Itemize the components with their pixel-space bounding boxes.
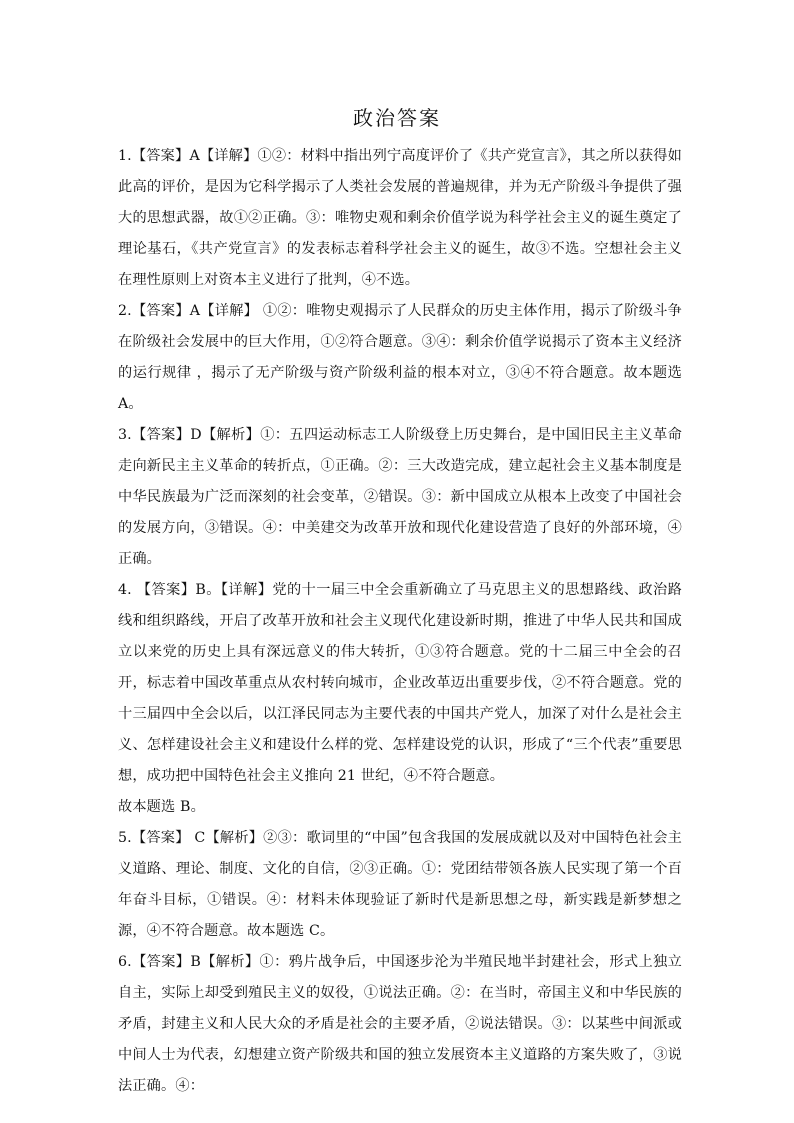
answer-paragraph-4-conclusion: 故本题选 B。 (118, 799, 205, 815)
answer-paragraph-6: 6.【答案】B【解析】①：鸦片战争后，中国逐步沦为半殖民地半封建社会，形式上独立自主，实际上却受到殖民主义的奴役，①说法正确。②：在当时，帝国主义和中华民族的矛盾，封建主义和人民大众的矛盾是社会的主要矛盾，②说法错误。③：以某些中间派或中间人士为代表，幻想建立资产阶级共和国的独立发展资本主义道路的方案失败了，③说法正确。④： (118, 954, 682, 1094)
page-title: 政治答案 (353, 106, 441, 130)
answer-paragraph-5: 5.【答案】 C【解析】②③：歌词里的“中国”包含我国的发展成就以及对中国特色社会主义道路、理论、制度、文化的自信，②③正确。①：党团结带领各族人民实现了第一个百年奋斗目标，①错误。④：材料未体现验证了新时代是新思想之母，新实践是新梦想之源，④不符合题意。故本题选 C。 (118, 830, 682, 939)
answer-paragraph-1: 1.【答案】A【详解】①②：材料中指出列宁高度评价了《共产党宣言》，其之所以获得如此高的评价，是因为它科学揭示了人类社会发展的普遍规律，并为无产阶级斗争提供了强大的思想武器，故①②正确。③：唯物史观和剩余价值学说为科学社会主义的诞生奠定了理论基石，《共产党宣言》的发表标志着科学社会主义的诞生，故③不选。空想社会主义在理性原则上对资本主义进行了批判，④不选。 (118, 148, 682, 288)
answer-paragraph-3: 3.【答案】D【解析】①：五四运动标志工人阶级登上历史舞台，是中国旧民主主义革命走向新民主主义革命的转折点，①正确。②：三大改造完成，建立起社会主义基本制度是中华民族最为广泛而深刻的社会变革，②错误。③：新中国成立从根本上改变了中国社会的发展方向，③错误。④：中美建交为改革开放和现代化建设营造了良好的外部环境，④正确。 (118, 427, 682, 567)
answer-body (118, 141, 682, 1102)
answer-paragraph-4: 4. 【答案】B。【详解】党的十一届三中全会重新确立了马克思主义的思想路线、政治路线和组织路线，开启了改革开放和社会主义现代化建设新时期，推进了中华人民共和国成立以来党的历史上具有深远意义的伟大转折，①③符合题意。党的十二届三中全会的召开，标志着中国改革重点从农村转向城市，企业改革迈出重要步伐，②不符合题意。党的十三届四中全会以后，以江泽民同志为主要代表的中国共产党人，加深了对什么是社会主义、怎样建设社会主义和建设什么样的党、怎样建设党的认识，形成了“三个代表”重要思想，成功把中国特色社会主义推向 21 世纪，④不符合题意。 (118, 582, 682, 784)
answer-paragraph-2: 2.【答案】A【详解】 ①②：唯物史观揭示了人民群众的历史主体作用，揭示了阶级斗争在阶级社会发展中的巨大作用，①②符合题意。③④：剩余价值学说揭示了资本主义经济的运行规律 ，揭示了无产阶级与资产阶级利益的根本对立，③④不符合题意。故本题选 A。 (118, 303, 682, 412)
